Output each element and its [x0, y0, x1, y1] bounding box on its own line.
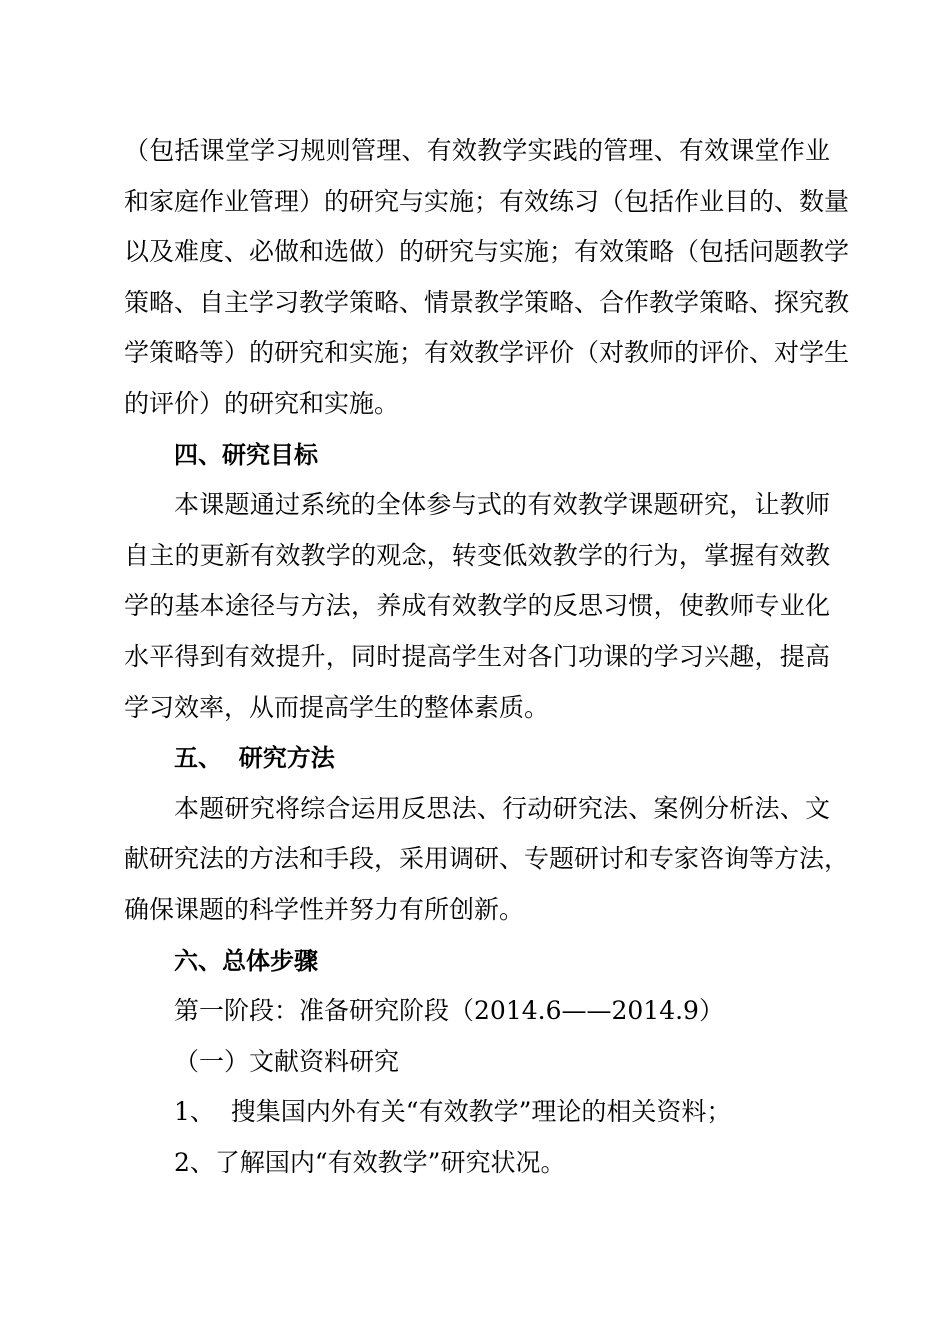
text-line: 确保课题的科学性并努力有所创新。	[124, 894, 525, 924]
subsection-literature-research: （一）文献资料研究	[174, 1046, 400, 1076]
text-line: 献研究法的方法和手段，采用调研、专题研讨和专家咨询等方法，	[124, 844, 850, 874]
list-item-1: 1、 搜集国内外有关“有效教学”理论的相关资料；	[174, 1097, 732, 1127]
text-line: 和家庭作业管理）的研究与实施；有效练习（包括作业目的、数量	[124, 186, 850, 216]
text-line: 自主的更新有效教学的观念，转变低效教学的行为，掌握有效教	[124, 540, 830, 570]
text-line: 的评价）的研究和实施。	[124, 388, 400, 418]
paragraph-research-goals	[124, 480, 830, 733]
paragraph-effective-management-continued	[124, 126, 850, 430]
text-line: （包括课堂学习规则管理、有效教学实践的管理、有效课堂作业	[124, 136, 830, 165]
text-line: 本题研究将综合运用反思法、行动研究法、案例分析法、文	[174, 793, 830, 823]
text-line: 策略、自主学习教学策略、情景教学策略、合作教学策略、探究教	[124, 287, 850, 317]
text-line: 学习效率，从而提高学生的整体素质。	[124, 692, 550, 722]
text-line: 学策略等）的研究和实施；有效教学评价（对教师的评价、对学生	[124, 338, 850, 368]
section-heading-overall-steps: 六、总体步骤	[174, 946, 318, 975]
document-page	[124, 126, 850, 1188]
text-line: 以及难度、必做和选做）的研究与实施；有效策略（包括问题教学	[124, 237, 850, 267]
section-heading-research-methods: 五、 研究方法	[174, 744, 335, 773]
section-heading-research-goals: 四、研究目标	[174, 440, 318, 469]
stage-one-line: 第一阶段：准备研究阶段（2014.6——2014.9）	[174, 996, 724, 1026]
list-item-2: 2、了解国内“有效教学”研究状况。	[174, 1147, 566, 1177]
text-line: 本课题通过系统的全体参与式的有效教学课题研究，让教师	[174, 490, 830, 520]
text-line: 水平得到有效提升，同时提高学生对各门功课的学习兴趣，提高	[124, 641, 830, 671]
paragraph-research-methods	[124, 784, 850, 936]
text-line: 学的基本途径与方法，养成有效教学的反思习惯，使教师专业化	[124, 591, 830, 621]
